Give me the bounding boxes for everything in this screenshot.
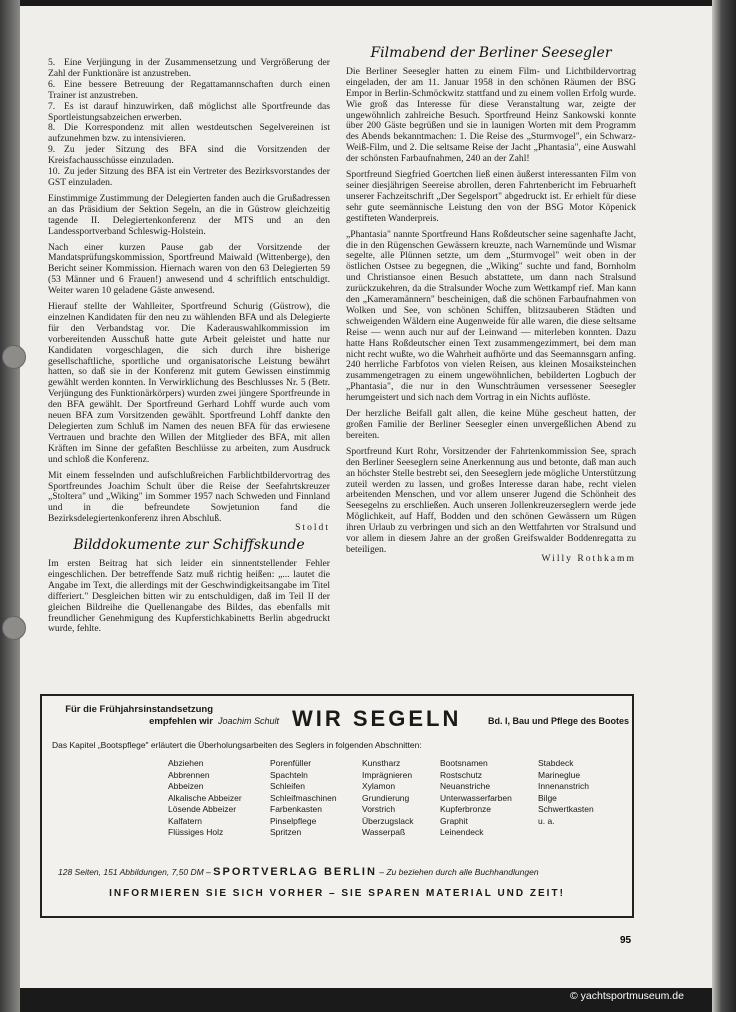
list-item: Farbenkasten <box>270 804 322 814</box>
author-signature: Willy Rothkamm <box>541 552 636 564</box>
paragraph: Mit einem fesselnden und aufschlußreichen Farblichtbildervortrag des Sportfreundes Joachim Schult über die Reise der Seefahrtskreuzer „Stoltera" und „Wiking" im Sommer 1957 nach Schweden und Finnland und in die befreundete Sowjetunion fand die Bezirksdelegiertenkonferenz ihren Abschluß. <box>48 469 330 525</box>
list-item: Leinendeck <box>440 827 484 837</box>
ad-intro: Das Kapitel „Bootspflege" erläutert die Überholungsarbeiten des Seglers in folgenden Abschnitten: <box>52 740 422 750</box>
list-item: u. a. <box>538 815 555 826</box>
list-item: Wasserpaß <box>362 827 406 837</box>
paragraph: Hierauf stellte der Wahlleiter, Sportfreund Schurig (Güstrow), die einzelnen Kandidaten für den neu zu wählenden BFA und als Delegierte für den Verbandstag vor. Die Kaderauswahlkommission im vorbereitenden Ausschuß hatte gute Arbeit geleistet und hatte nur Kandidaten vorgeschlagen, die sich durch ihre bisherige gesellschaftliche, sportliche und organisatorische Leistung bewährt hatten, so daß sie in der Konferenz mit gutem Gewissen einstimmig gewählt werden konnten. In Verwirklichung des Beschlusses Nr. 5 (Betr. Verjüngung des Funktionärkörpers) wurden zwei jüngere Sportfreunde in den BFA gewählt. Der Sportfreund Gerhard Lohff wurde auch vom neuen BFA zum Vorsitzenden gewählt. Sportfreund Lohff dankte den Delegierten zum Schluß im Namen des neuen BFA für das erwiesene Vertrauen und brachte den Willen der Mitglieder des BFA, mit allen Kräften im Sinne der gefaßten Beschlüsse zu arbeiten, zum Ausdruck und schloß die Konferenz. <box>48 301 330 465</box>
ad-price-info: 128 Seiten, 151 Abbildungen, 7,50 DM – <box>58 867 211 877</box>
section-heading: Bilddokumente zur Schiffskunde <box>73 537 305 554</box>
ad-topic-column <box>440 758 512 839</box>
article-heading: Filmabend der Berliner Seesegler <box>370 45 612 61</box>
list-item: Überzugslack <box>362 815 414 826</box>
page-number: 95 <box>620 935 632 946</box>
paragraph: Einstimmige Zustimmung der Delegierten fanden auch die Grußadressen an das Präsidium der Sektion Segeln, an die in Güstrow gleichzeitig tagende II. Delegiertenkonferenz der MTS und an den Landessportverband Schleswig-Holstein. <box>48 192 330 237</box>
list-item: Stabdeck <box>538 758 574 768</box>
paragraph: Die Berliner Seesegler hatten zu einem Film- und Lichtbildervortrag eingeladen, der am 11. Januar 1958 in den schönen Räumen der BSG Empor in Berlin-Schmöckwitz stattfand und zu einem vollen Erfolg wurde. Wie groß das Interesse für diese Veranstaltung war, zeigte der ungewöhnlich zahlreiche Besuch. Sportfreund Heinz Sankowski konnte über 200 Gäste begrüßen und sie in launigen Worten mit dem Programm des Abends bekanntmachen: 1. Die Reise des „Sturmvogel", ein Schwarz-Weiß-Film, und 2. Die seltsame Reise der Jacht „Phantasia", eine Auswahl der schönsten Farbaufnahmen, 240 an der Zahl! <box>346 65 636 165</box>
watermark: © yachtsportmuseum.de <box>570 990 684 1002</box>
list-item: Schwertkasten <box>538 804 594 814</box>
list-item: Bilge <box>538 792 557 803</box>
punch-hole-top <box>2 345 26 369</box>
left-column <box>48 58 330 640</box>
list-item: Schleifen <box>270 781 305 791</box>
ad-publisher: SPORTVERLAG BERLIN <box>213 866 377 878</box>
list-item: Imprägnieren <box>362 769 413 780</box>
ad-topic-column <box>270 758 337 839</box>
list-item: Flüssiges Holz <box>168 827 224 837</box>
paragraph: „Phantasia" nannte Sportfreund Hans Roßdeutscher seine sagenhafte Jacht, die in den Rügenschen Gewässern kreuzte, nach Warnemünde und Wismar segelte, alle Plünnen setzte, um dem „Sturmvogel" weit oben in der östlichen Ostsee zu begegnen, die „Wiking" suchte und fand, Bornholm und Christiansoe einen Besuch abstattete, um dann nach Stralsund zurückzukehren, da die Stralsunder Woche zum Wettkampf rief. Man kann den „Kameramännern" bescheinigen, daß die schönen Farbaufnahmen von Wolken und See, von schönen Schiffen, blitzsauberen Städten und schweigenden Wäldern eine Augenweide für alle waren, die diese seltsame Reise — wenn auch nur auf der Leinwand — miterleben konnten. Dazu hatte Hans Roßdeutscher einen Text zusammengezimmert, bei dem man nicht recht wußte, wo die Wahrheit aufhörte und das Seemannsgarn anfing. 240 herrliche Farbfotos von vielen Reisen, aus kleinen Mosaiksteinchen zusammengetragen zu einem ungewöhnlichen, bebilderten Logbuch der „Phantasia", die nur in den Wunschträumen versessener Seesegler herumgeistert und sich nach dem Vortrag in ein Nichts auflöste. <box>346 228 636 404</box>
punch-hole-bottom <box>2 616 26 640</box>
resolution-list <box>48 58 330 189</box>
list-item: Rostschutz <box>440 769 483 780</box>
list-item: Porenfüller <box>270 758 312 768</box>
ad-call-to-action: INFORMIEREN SIE SICH VORHER – SIE SPAREN MATERIAL UND ZEIT! <box>109 888 565 899</box>
list-item: Marineglue <box>538 769 581 780</box>
list-item: 6. Eine bessere Betreuung der Regattamannschaften durch einen Trainer ist anzustreben. <box>48 78 330 101</box>
list-item: Xylamon <box>362 781 396 791</box>
ad-topic-column <box>362 758 414 839</box>
list-item: Graphit <box>440 815 468 826</box>
author-signature: Stoldt <box>295 522 330 534</box>
book-advertisement <box>40 694 634 918</box>
list-item: Alkalische Abbeizer <box>168 792 242 803</box>
ad-tagline: Für die Frühjahrsinstandsetzung empfehlen wir <box>65 704 213 727</box>
list-item: Schleifmaschinen <box>270 792 337 803</box>
ad-availability: – Zu beziehen durch alle Buchhandlungen <box>379 867 539 877</box>
ad-topic-column <box>168 758 242 839</box>
list-item: Neuanstriche <box>440 781 491 791</box>
paragraph: Sportfreund Kurt Rohr, Vorsitzender der Fahrtenkommission See, sprach den Berliner Seeseglern seine Anerkennung aus und betonte, daß man auch an höchster Stelle bestrebt sei, den Seeseglern jede mögliche Unterstützung zuteil werden zu lassen, und großes Interesse daran habe, recht vielen arbeitenden Menschen, und vor allem unserer Jugend die Schönheit des Seesegelns zu erschließen. Auch unseren Jollenkreuzerseglern werde jede Möglichkeit, auf Haff, Bodden und den schönen Gewässern um Rügen ihren Urlaub zu verbringen und sich an den Wettfahrten vor Stralsund und vor allem in diesem Jahre an der großen Greifswalder Boddenregatta zu beteiligen. <box>346 445 636 555</box>
list-item: Abziehen <box>168 758 204 768</box>
paragraph: Sportfreund Siegfried Goertchen ließ einen äußerst interessanten Film von seiner diesjährigen Seereise abrollen, deren Fahrtenbericht im Februarheft unserer Fachzeitschrift „Der Segelsport" abgedruckt ist. Er erhielt für diese sehr gute seemännische Leistung den von der BSG Motor Köpenick gestifteten Wanderpreis. <box>346 169 636 224</box>
list-item: Vorstrich <box>362 804 396 814</box>
list-item: 5. Eine Verjüngung in der Zusammensetzung und Vergrößerung der Zahl der Funktionäre ist anzustreben. <box>48 57 330 79</box>
list-item: Lösende Abbeizer <box>168 804 237 814</box>
ad-footer <box>58 866 539 878</box>
list-item: 7. Es ist darauf hinzuwirken, daß möglichst alle Sportfreunde das Sportleistungsabzeichen erwerben. <box>48 100 330 123</box>
ad-author: Joachim Schult <box>218 716 280 726</box>
paragraph: Der herzliche Beifall galt allen, die keine Mühe gescheut hatten, der großen Familie der Berliner Seesegler einen unvergeßlichen Abend zu bereiten. <box>346 408 636 441</box>
list-item: Abbrennen <box>168 769 210 780</box>
list-item: Kunstharz <box>362 758 401 768</box>
list-item: 10. Zu jeder Sitzung des BFA ist ein Vertreter des Bezirksvorstandes der GST einzuladen. <box>48 166 330 188</box>
list-item: Innenanstrich <box>538 781 590 791</box>
page-binding-edge <box>0 0 20 1012</box>
ad-book-subtitle: Bd. I, Bau und Pflege des Bootes <box>488 716 630 726</box>
page-right-edge <box>712 0 736 1012</box>
list-item: Kalfatern <box>168 815 203 826</box>
ad-book-title: WIR SEGELN <box>292 706 462 731</box>
list-item: Pinselpflege <box>270 815 317 826</box>
list-item: Grundierung <box>362 792 410 803</box>
list-item: Spritzen <box>270 827 302 837</box>
paragraph: Nach einer kurzen Pause gab der Vorsitzende der Mandatsprüfungskommission, Sportfreund Maiwald (Wittenberge), den Bericht seiner Kommission. Hiernach waren von den 63 Delegierten 59 (53 Männer und 6 Frauen!) anwesend und 4 schriftlich entschuldigt. Weiter waren 10 geladene Gäste anwesend. <box>48 241 330 297</box>
list-item: Abbeizen <box>168 781 204 791</box>
list-item: 9. Zu jeder Sitzung des BFA sind die Vorsitzenden der Kreisfachausschüsse einzuladen. <box>48 144 330 167</box>
paragraph: Im ersten Beitrag hat sich leider ein sinnentstellender Fehler eingeschlichen. Der betreffende Satz muß richtig heißen: „... lautet die Angabe im Text, die allerdings mit der Geschwindigkeitsangabe im Titel differiert." Desgleichen bitten wir zu entschuldigen, daß im Teil II der gleichen Bildreihe die Quellenangabe des Bildes, das ebenfalls mit freundlicher Genehmigung des Kupferstichkabinetts Berlin abgedruckt wurde, fehlte. <box>48 557 330 635</box>
list-item: Kupferbronze <box>440 804 492 814</box>
ad-topic-column <box>538 758 594 827</box>
list-item: Spachteln <box>270 769 308 780</box>
list-item: Unterwasserfarben <box>440 792 512 803</box>
right-column <box>346 45 636 565</box>
list-item: Bootsnamen <box>440 758 488 768</box>
list-item: 8. Die Korrespondenz mit allen westdeutschen Segelvereinen ist aufzunehmen bzw. zu intensivieren. <box>48 122 330 145</box>
